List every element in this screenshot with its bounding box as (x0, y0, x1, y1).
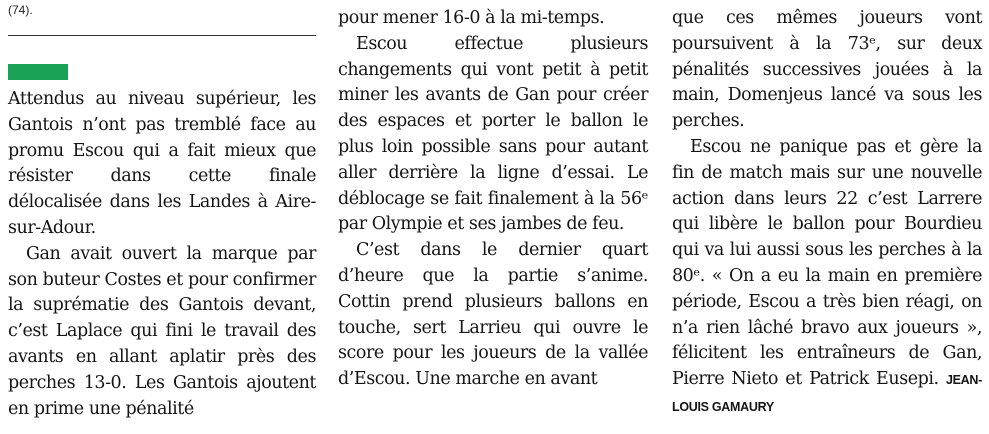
column-3-text (672, 6, 982, 421)
paragraph: Escou effectue plusieurs changements qui vont petit à petit miner les avants de Gan pour créer des espaces et porter le ballon le plus loin possible sans pour autant aller derrière la ligne d’essai. Le déblocage se fait finalement à la 56ᵉ par Olympie et ses jambes de feu. (338, 33, 648, 235)
paragraph-text: Escou ne panique pas et gère la fin de match mais sur une nouvelle action dans leurs 22 c’est Larrere qui libère le ballon pour Bourdieu qui va lui aussi sous les perches à la 80ᵉ. « On a eu la main en première période, Escou a très bien réagi, on n’a rien lâché bravo aux joueurs », félicitent les entraîneurs de Gan, Pierre Nieto et Patrick Eusepi. (672, 136, 982, 390)
paragraph: que ces mêmes joueurs vont poursuivent à la 73ᵉ, sur deux pénalités successives jouées à la main, Domenjeus lancé va sous les perches. (672, 8, 982, 132)
author-signature: JEAN-LOUIS GAMAURY (672, 373, 982, 414)
article-column-2 (338, 0, 648, 434)
article-column-1 (8, 0, 316, 434)
paragraph: Gan avait ouvert la marque par son buteur Costes et pour confirmer la suprématie des Gantois devant, c’est Laplace qui fini le travail des avants en allant aplatir près des perches 13-0. Les Gantois ajoutent en prime une pénalité (8, 243, 316, 419)
paragraph: pour mener 16-0 à la mi-temps. (338, 8, 605, 28)
paragraph (672, 135, 982, 421)
column-2-text (338, 6, 648, 393)
column-1-text (8, 87, 316, 422)
column-divider-rule (8, 35, 316, 36)
paragraph: Attendus au niveau supérieur, les Gantois n’ont pas tremblé face au promu Escou qui a fait mieux que résister dans cette finale délocalisée dans les Landes à Aire-sur-Adour. (8, 89, 316, 238)
reference-note: (74). (8, 3, 33, 17)
article-column-3 (672, 0, 982, 434)
section-color-bar (8, 64, 68, 80)
paragraph: C’est dans le dernier quart d’heure que la partie s’anime. Cottin prend plusieurs ballons en touche, sert Larrieu qui ouvre le score pour les joueurs de la vallée d’Escou. Une marche en avant (338, 240, 648, 390)
